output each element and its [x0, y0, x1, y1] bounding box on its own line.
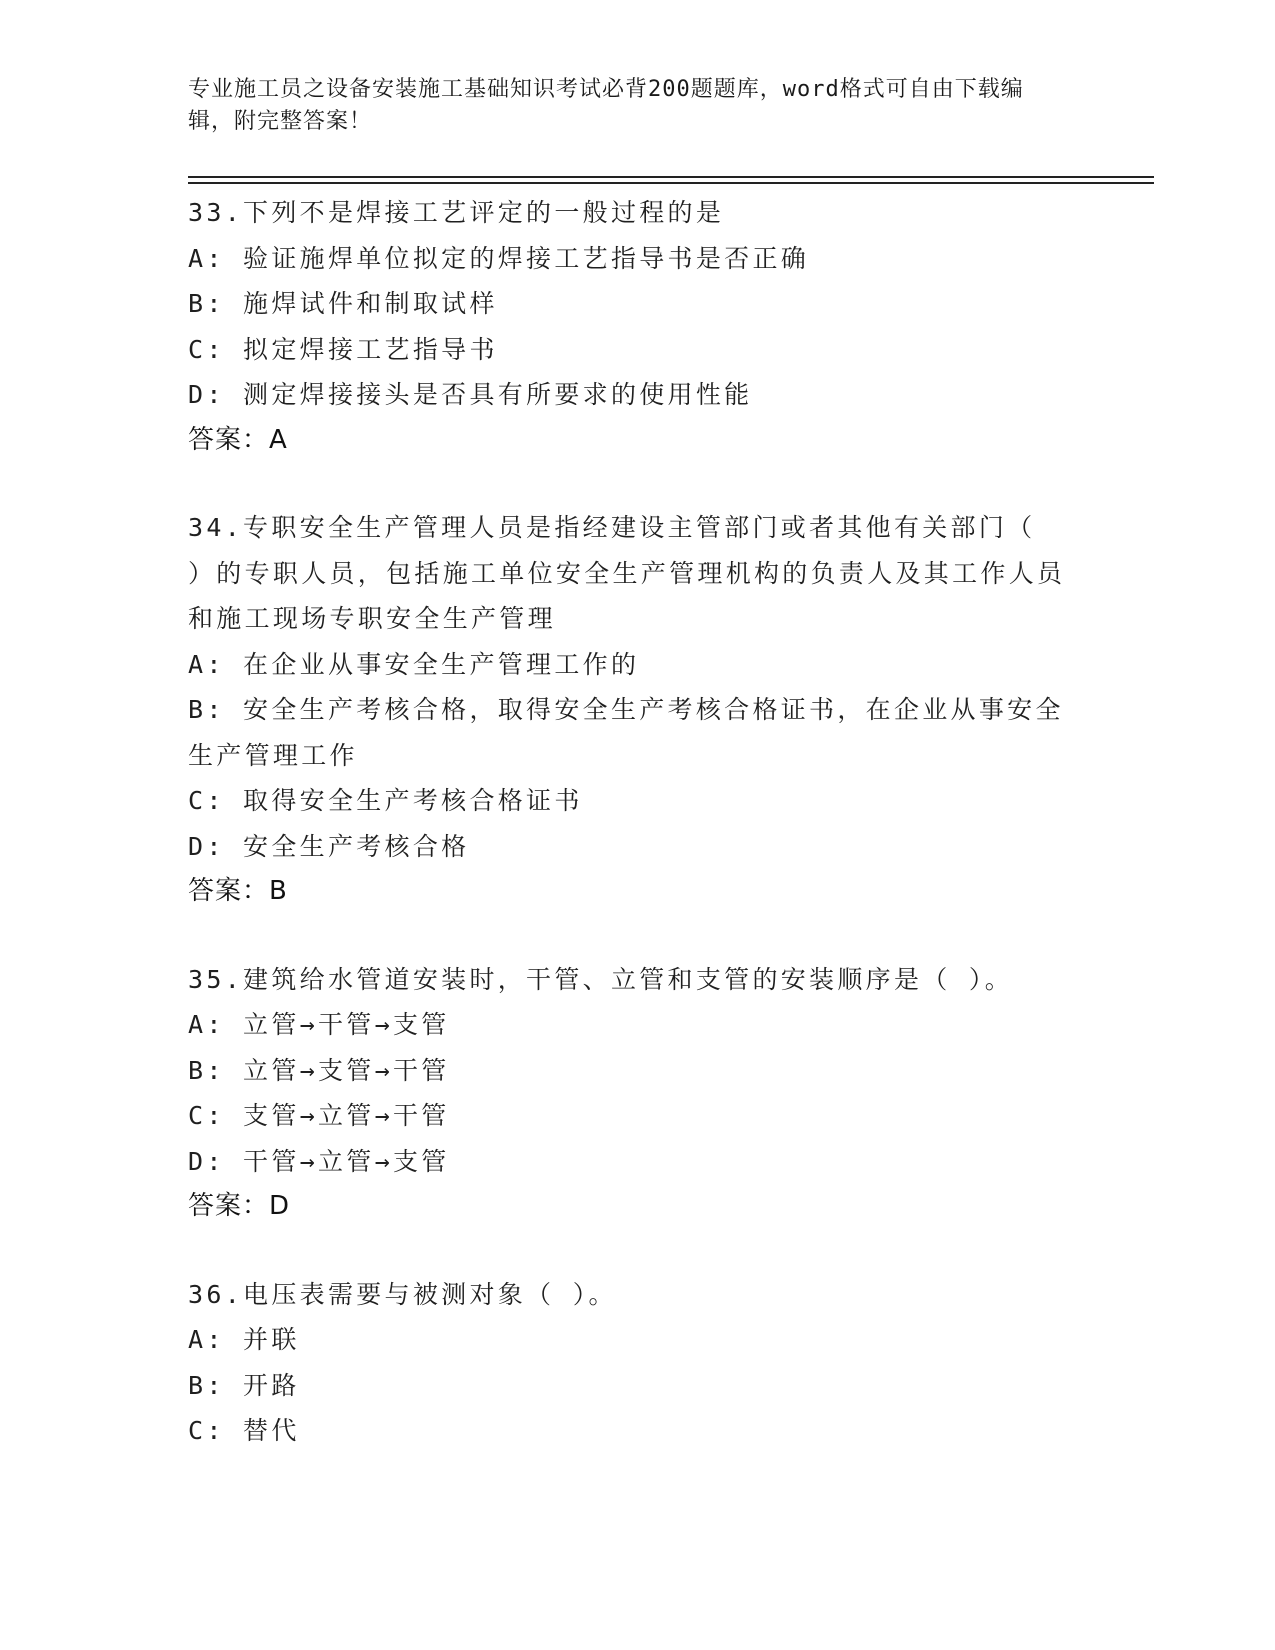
- question-36: [188, 1272, 1088, 1454]
- answer-label: 答案：D: [188, 1191, 291, 1221]
- option-c: C: 替代: [188, 1416, 300, 1445]
- question-33: [188, 190, 1088, 463]
- answer-label: 答案：A: [188, 424, 288, 455]
- option-c: C: 拟定焊接工艺指导书: [188, 334, 498, 364]
- option-c: C: 支管→立管→干管: [188, 1101, 450, 1130]
- option-d: D: 测定焊接接头是否具有所要求的使用性能: [188, 380, 753, 409]
- option-c: C: 取得安全生产考核合格证书: [188, 786, 583, 815]
- option-a: A: 立管→干管→支管: [188, 1010, 450, 1039]
- option-b: B: 立管→支管→干管: [188, 1055, 450, 1085]
- option-d: D: 安全生产考核合格: [188, 831, 470, 861]
- option-a: A: 并联: [188, 1325, 300, 1354]
- header-divider-top: [188, 176, 1154, 178]
- question-35: [188, 957, 1088, 1230]
- option-b: B: 施焊试件和制取试样: [188, 289, 498, 318]
- answer-label: 答案：B: [188, 876, 288, 906]
- option-b: B: 开路: [188, 1370, 300, 1400]
- question-stem: 36.电压表需要与被测对象（ ）。: [188, 1279, 617, 1309]
- question-stem: 35.建筑给水管道安装时，干管、立管和支管的安装顺序是（ ）。: [188, 964, 1014, 994]
- document-header-title: 专业施工员之设备安装施工基础知识考试必背200题题库，word格式可自由下载编辑，附完整答案！: [188, 77, 1024, 134]
- question-list: [188, 190, 1088, 1496]
- question-34: [188, 505, 1088, 915]
- option-a: A: 在企业从事安全生产管理工作的: [188, 649, 640, 679]
- option-d: D: 干管→立管→支管: [188, 1146, 450, 1176]
- question-stem: 33.下列不是焊接工艺评定的一般过程的是: [188, 198, 725, 227]
- option-b: B: 安全生产考核合格，取得安全生产考核合格证书，在企业从事安全生产管理工作: [188, 695, 1064, 770]
- header-divider-bottom: [188, 182, 1154, 184]
- question-stem: 34.专职安全生产管理人员是指经建设主管部门或者其他有关部门（ ）的专职人员，包括施工单位安全生产管理机构的负责人及其工作人员和施工现场专职安全生产管理: [188, 513, 1066, 633]
- option-a: A: 验证施焊单位拟定的焊接工艺指导书是否正确: [188, 243, 810, 273]
